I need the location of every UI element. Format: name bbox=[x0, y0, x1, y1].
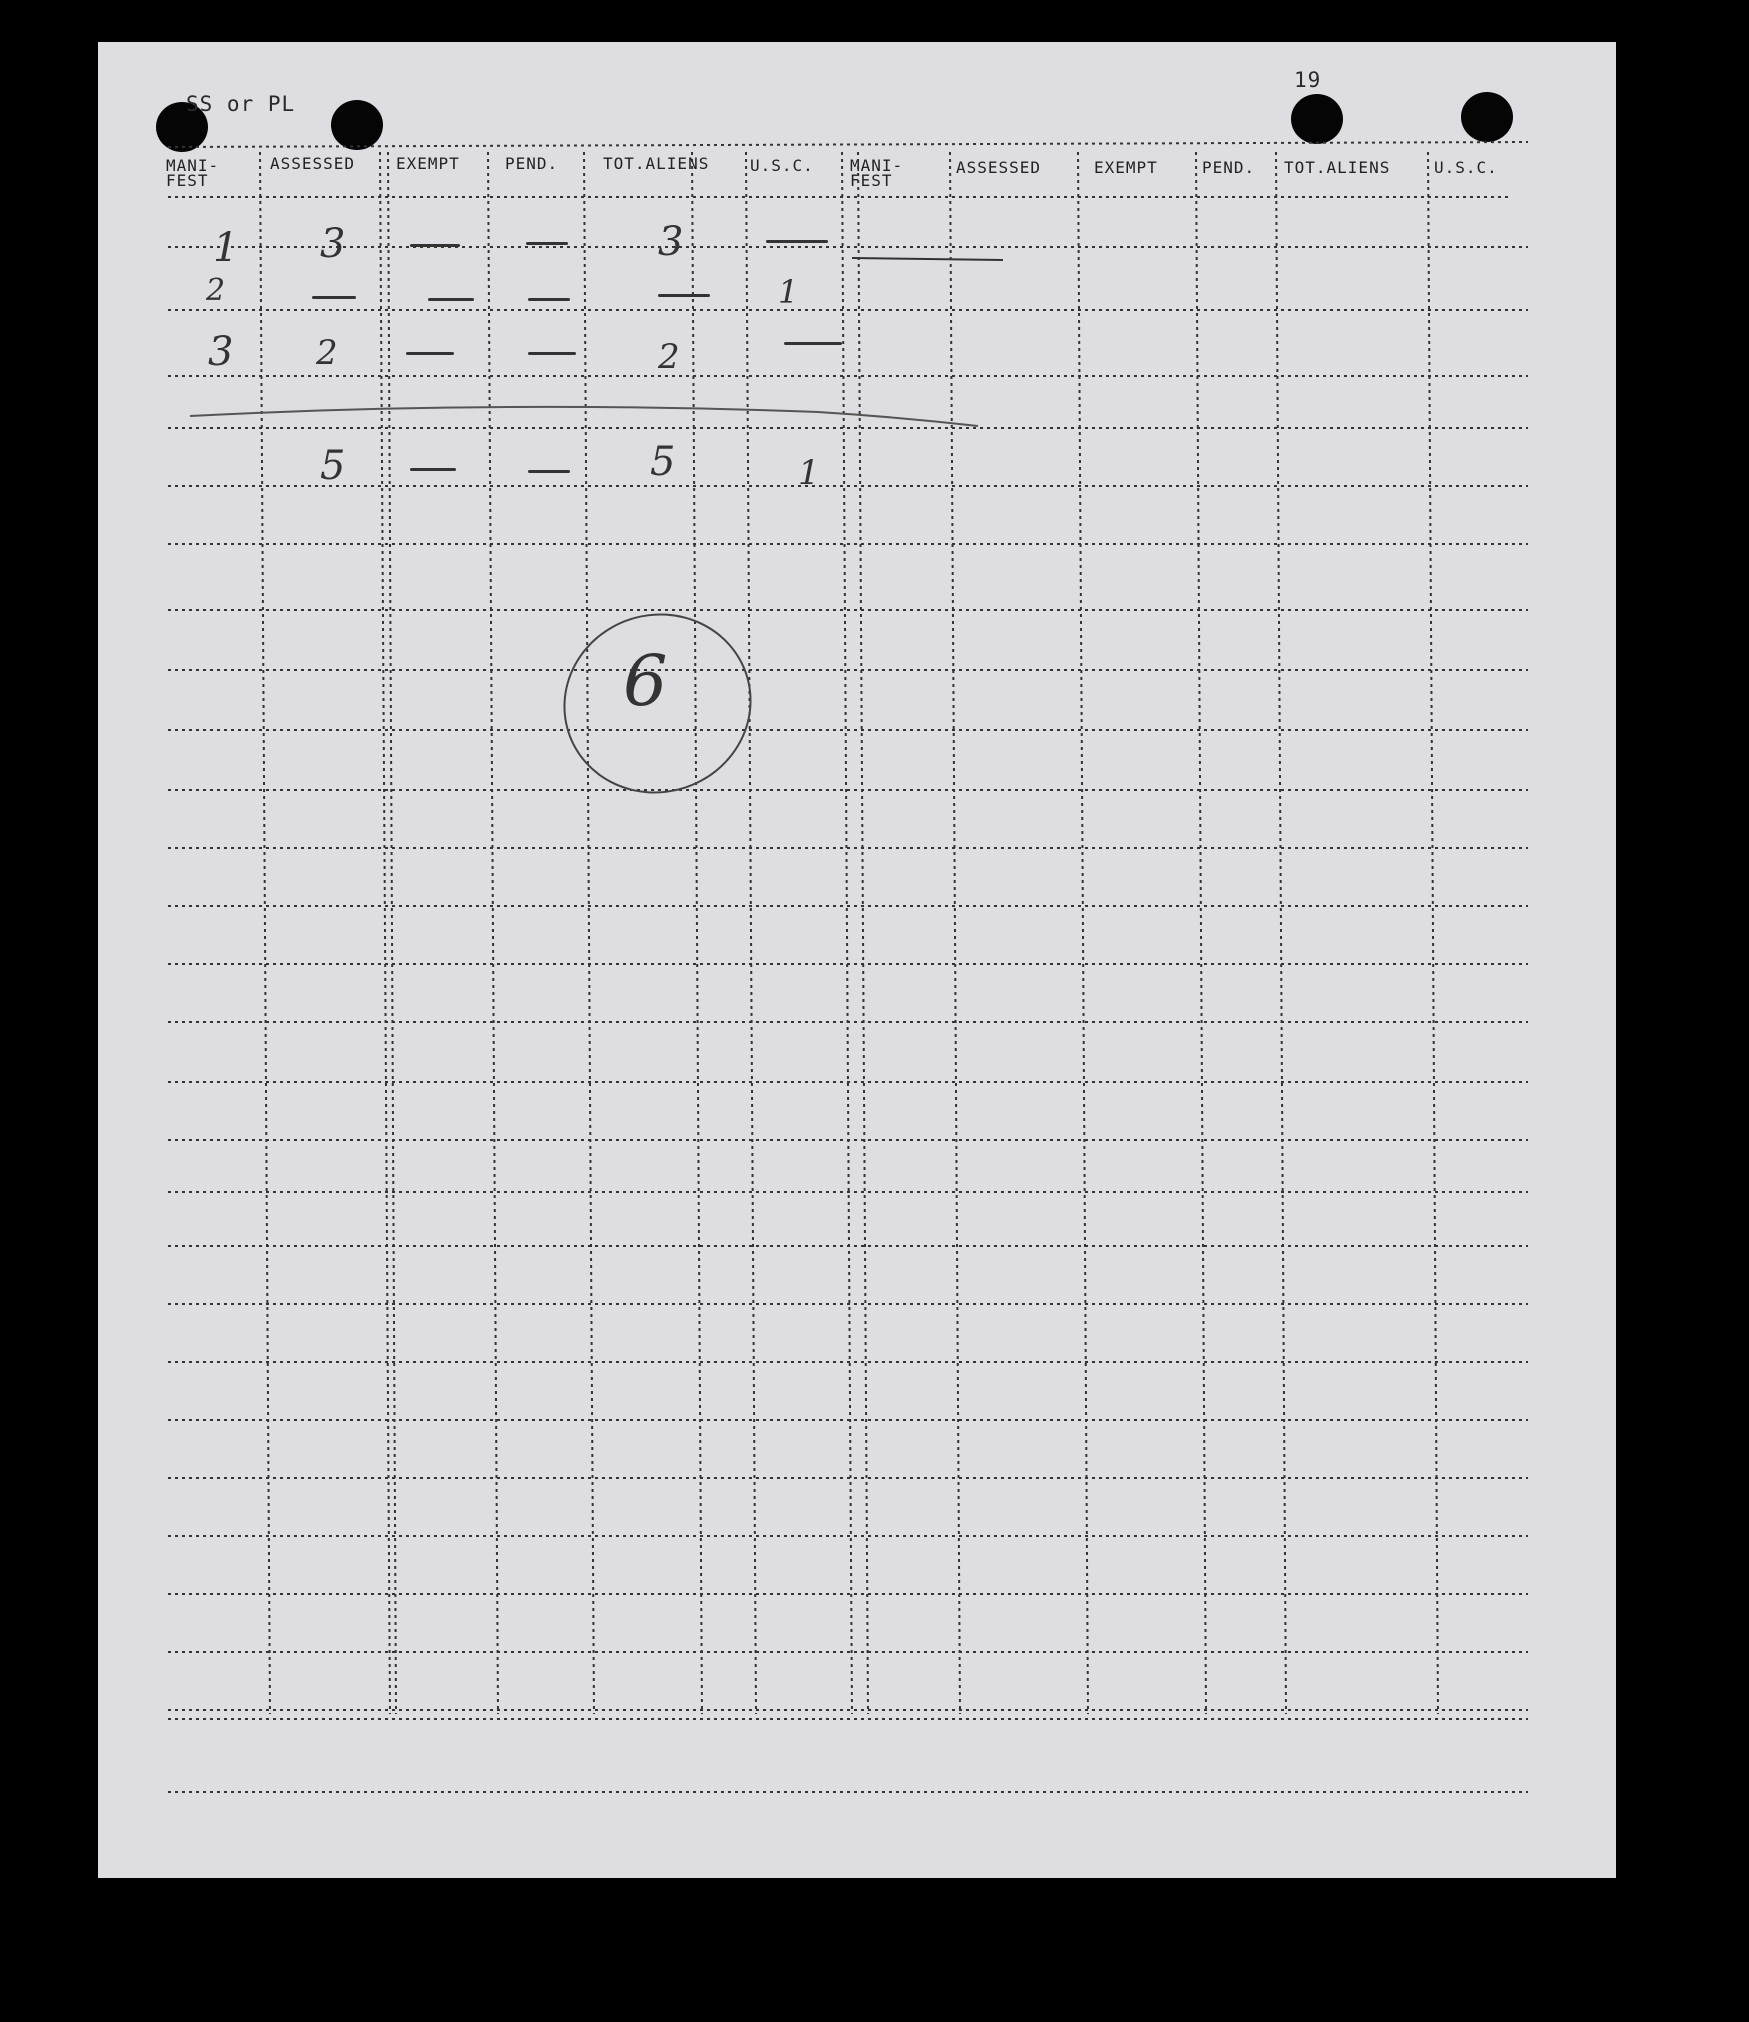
circled-number: 6 bbox=[623, 640, 668, 722]
col-header-usc: U.S.C. bbox=[750, 156, 814, 175]
row3-assessed: 2 bbox=[316, 333, 338, 373]
row3-manifest: 3 bbox=[208, 329, 234, 375]
row1-tot-aliens: 3 bbox=[658, 219, 684, 265]
col-header-usc-2: U.S.C. bbox=[1434, 158, 1498, 177]
col-header-exempt: EXEMPT bbox=[396, 154, 460, 173]
row2-assessed-dash bbox=[312, 296, 356, 299]
col-header-manifest: MANI- FEST bbox=[166, 156, 220, 190]
col-header-assessed-2: ASSESSED bbox=[956, 158, 1042, 177]
row2-usc: 1 bbox=[778, 273, 799, 311]
row1-exempt-dash bbox=[410, 244, 460, 247]
total-assessed: 5 bbox=[320, 443, 346, 489]
row3-tot-aliens: 2 bbox=[658, 337, 680, 377]
row2-exempt-dash bbox=[428, 298, 474, 301]
col-header-assessed: ASSESSED bbox=[270, 154, 356, 173]
row2-manifest: 2 bbox=[206, 273, 226, 308]
total-exempt-dash bbox=[410, 468, 456, 471]
row1-usc-dash bbox=[766, 240, 828, 243]
row1-pend-dash bbox=[526, 242, 568, 245]
row2-tot-aliens-dash bbox=[658, 294, 710, 297]
total-usc: 1 bbox=[798, 453, 820, 493]
row2-pend-dash bbox=[528, 298, 570, 301]
row3-pend-dash bbox=[528, 352, 576, 355]
form-page bbox=[98, 42, 1616, 1878]
col-header-tot-aliens: TOT.ALIENS bbox=[603, 154, 710, 173]
row3-usc-dash bbox=[784, 342, 842, 345]
dotted-grid bbox=[98, 42, 1616, 1878]
total-tot-aliens: 5 bbox=[650, 439, 676, 485]
page-number: 19 bbox=[1294, 68, 1322, 92]
row3-exempt-dash bbox=[406, 352, 454, 355]
row1-assessed: 3 bbox=[320, 221, 346, 267]
col-header-manifest-2: MANI- FEST bbox=[850, 156, 904, 190]
col-header-pend: PEND. bbox=[505, 154, 559, 173]
vessel-label: SS or PL bbox=[186, 92, 296, 116]
col-header-exempt-2: EXEMPT bbox=[1094, 158, 1158, 177]
row1-manifest: 1 bbox=[213, 225, 239, 271]
col-header-pend-2: PEND. bbox=[1202, 158, 1256, 177]
total-pend-dash bbox=[528, 470, 570, 473]
col-header-tot-aliens-2: TOT.ALIENS bbox=[1284, 158, 1391, 177]
